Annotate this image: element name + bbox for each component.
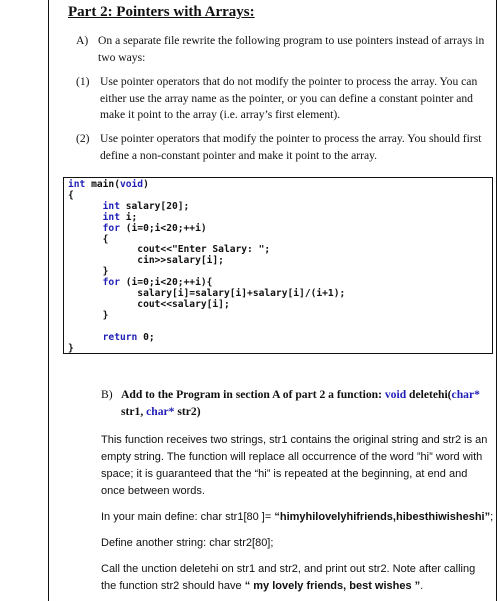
item-1-text: Use pointer operators that do not modify the pointer to process the array. You can either use the array name as the pointer, or you can define a constant pointer and make it point to the array (i.e. array’s first element). [100,75,478,121]
define-prefix: In your main define: char str1[80 ]= [101,511,275,523]
section-b-marker: B) [101,388,113,401]
code-line: } [68,342,74,354]
code-line: int i; [102,211,138,223]
part-title: Part 2: Pointers with Arrays: [68,4,255,20]
heading-function-name: deletehi( [409,388,452,401]
code-line: { [68,189,74,201]
item-2-text: Use pointer operators that modify the pointer to process the array. You should first define a non-constant pointer and make it point to the array. [100,132,482,162]
code-line: for (i=0;i<20;++i){ [102,277,213,289]
code-line: salary[i]=salary[i]+salary[i]/(i+1); [68,288,346,299]
code-line: for (i=0;i<20;++i) [102,222,207,234]
code-line: cin>>salary[i]; [68,255,224,267]
code-line: int main(void) [68,179,149,190]
heading-param-2: str2) [177,404,201,418]
section-b-str2-define: Define another string: char str2[80]; [101,537,274,549]
code-line: { [68,233,109,245]
item-1-marker: (1) [76,75,90,88]
section-b-main-define [101,509,493,526]
code-line: } [68,309,109,321]
heading-param-1: str1, [121,404,144,418]
section-b-description: This function receives two strings, str1 contains the original string and str2 is an empty string. The function will replace all occurrence of the word ”hi” word with space; it is guaranteed that the “hi” is repeated at the beginning, at end and once between words. [101,434,488,497]
heading-char-type-2: char* [146,404,175,418]
code-listing [63,177,493,354]
call-prefix: Call the unction deletehi on str1 and str2, and print out str2. Note after calling the function str2 should have [101,563,476,592]
str1-value: “himyhilovelyhifriends,hibesthiwisheshi” [274,511,491,523]
section-a-marker: A) [76,34,89,47]
section-a-text: On a separate file rewrite the following program to use pointers instead of arrays in two ways: [98,34,485,64]
item-2-marker: (2) [76,132,90,145]
section-b-heading [121,387,493,420]
heading-void: void [384,388,407,401]
code-line: int salary[20]; [102,200,190,212]
heading-char-type-1: char* [451,388,480,401]
code-line: return 0; [102,331,155,343]
code-line: } [68,266,109,278]
heading-prefix: Add to the Program in section A of part 2 a function: [121,388,382,401]
call-suffix: . [420,580,424,592]
code-line: cout<<"Enter Salary: "; [68,244,271,256]
define-suffix: ; [490,511,494,523]
section-b-call-note [101,561,491,595]
expected-output: “ my lovely friends, best wishes ” [244,580,421,592]
code-line: cout<<salary[i]; [68,298,230,310]
